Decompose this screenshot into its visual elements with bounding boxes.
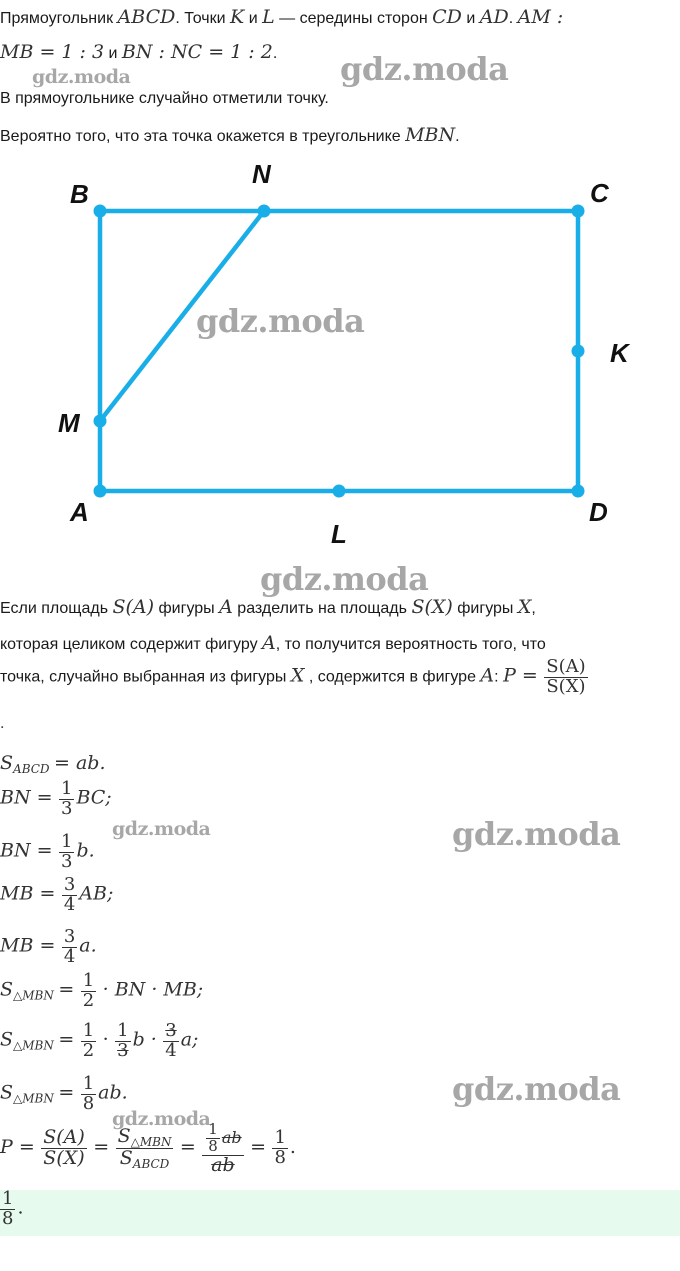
math: ab. xyxy=(98,1081,128,1104)
problem-line-3: В прямоугольнике случайно отметили точку. xyxy=(0,90,329,107)
denominator: 8 xyxy=(208,1136,218,1155)
label-b: B xyxy=(70,179,89,209)
numerator: 3 xyxy=(63,926,76,947)
fraction xyxy=(81,972,96,1011)
math: S xyxy=(119,1147,133,1170)
watermark: gdz.moda xyxy=(112,1108,211,1130)
fraction xyxy=(59,780,74,819)
subscript: △MBN xyxy=(13,1091,54,1106)
math: · xyxy=(102,1028,109,1051)
numerator: S(A) xyxy=(546,656,586,677)
math: = xyxy=(58,978,75,1001)
rectangle-abcd xyxy=(100,211,578,491)
point-n xyxy=(258,205,271,218)
math: AM : xyxy=(517,6,564,28)
text: , содержится в фигуре xyxy=(308,668,476,686)
theory-line-3 xyxy=(0,658,590,697)
watermark: gdz.moda xyxy=(340,50,509,88)
subscript: ABCD xyxy=(132,1157,170,1172)
denominator: 4 xyxy=(63,893,76,915)
denominator: S(X) xyxy=(546,675,586,697)
math: S xyxy=(0,1081,14,1104)
answer-box xyxy=(0,1190,680,1236)
text: и xyxy=(248,10,258,27)
math: BN = xyxy=(0,786,53,809)
fraction xyxy=(206,1122,220,1155)
text: фигуры xyxy=(457,600,514,617)
text: . xyxy=(455,128,460,145)
math: MB = 1 : 3 xyxy=(0,41,105,63)
solution-line-5 xyxy=(0,928,97,967)
label-d: D xyxy=(589,497,608,527)
math: . xyxy=(17,1196,24,1219)
problem-line-4 xyxy=(0,124,460,146)
math: = xyxy=(93,1135,110,1158)
point-b xyxy=(94,205,107,218)
math: · BN · MB; xyxy=(102,978,204,1001)
math: AD xyxy=(479,6,509,28)
theory-line-2 xyxy=(0,632,546,654)
solution-line-1 xyxy=(0,752,106,776)
text: и xyxy=(466,10,476,27)
math: A xyxy=(480,664,495,687)
fraction xyxy=(59,833,74,872)
denominator: 8 xyxy=(82,1092,95,1114)
fraction xyxy=(62,876,77,915)
denominator: 3 xyxy=(61,850,73,872)
math: S(A) xyxy=(112,596,155,618)
math: X xyxy=(517,596,532,618)
fraction xyxy=(163,1022,178,1061)
text: точка, случайно выбранная из фигуры xyxy=(0,668,287,686)
numerator xyxy=(116,1124,174,1150)
math: S xyxy=(0,752,14,774)
rectangle-figure xyxy=(0,150,680,550)
math: A xyxy=(262,632,276,654)
math: CD xyxy=(432,6,462,28)
period: . xyxy=(0,716,5,732)
answer-content xyxy=(0,1190,24,1236)
problem-line-1 xyxy=(0,6,563,28)
math: BN = xyxy=(0,839,53,862)
numerator: 3 xyxy=(165,1020,177,1041)
numerator: 1 xyxy=(274,1127,286,1149)
math: S xyxy=(0,978,14,1001)
watermark: gdz.moda xyxy=(32,66,131,88)
solution-line-2 xyxy=(0,780,112,819)
numerator: 1 xyxy=(117,1020,129,1041)
math: BC; xyxy=(76,786,112,809)
label-l: L xyxy=(331,519,347,549)
watermark: gdz.moda xyxy=(260,560,429,598)
subscript: ABCD xyxy=(13,762,50,776)
watermark: gdz.moda xyxy=(452,1070,621,1108)
answer-fraction xyxy=(0,1190,15,1229)
point-d xyxy=(572,485,585,498)
solution-line-9 xyxy=(0,1122,296,1175)
label-a: A xyxy=(70,497,89,527)
math: S(X) xyxy=(411,596,453,618)
denominator: 4 xyxy=(165,1039,177,1061)
math: BN : NC = 1 : 2 xyxy=(121,41,273,63)
denominator: S(X) xyxy=(43,1147,85,1170)
denominator: 2 xyxy=(82,989,95,1011)
subscript: △MBN xyxy=(13,1038,54,1053)
math: MBN xyxy=(405,124,456,146)
text: Если площадь xyxy=(0,600,109,617)
denominator: 4 xyxy=(63,945,76,967)
math: A xyxy=(219,596,233,618)
text: Прямоугольник xyxy=(0,10,114,27)
fraction xyxy=(81,1075,96,1114)
watermark: gdz.moda xyxy=(452,815,621,853)
numerator: 1 xyxy=(61,831,73,852)
text: , то получится вероятность того, что xyxy=(275,636,546,653)
text: Вероятно того, что эта точка окажется в треугольнике xyxy=(0,128,401,145)
solution-line-6 xyxy=(0,972,203,1011)
text: , xyxy=(531,600,536,617)
math: a; xyxy=(180,1028,199,1051)
math: ab xyxy=(221,1127,242,1147)
subscript: △MBN xyxy=(13,988,54,1003)
denominator xyxy=(118,1149,172,1171)
math: K xyxy=(230,6,245,28)
math: ABCD xyxy=(117,6,176,28)
math: = xyxy=(58,1028,75,1051)
math: MB = xyxy=(0,934,56,957)
denominator: 3 xyxy=(61,797,73,819)
math: = xyxy=(179,1135,196,1158)
theory-line-1 xyxy=(0,596,536,618)
text: фигуры xyxy=(158,600,215,617)
fraction xyxy=(272,1129,287,1168)
numerator: 1 xyxy=(208,1120,218,1138)
text: — середины сторон xyxy=(279,10,428,27)
numerator: 1 xyxy=(82,1073,95,1094)
text: . Точки xyxy=(175,10,226,27)
math: = xyxy=(250,1135,266,1158)
numerator: 1 xyxy=(2,1190,14,1209)
fraction xyxy=(81,1022,96,1061)
denominator: 2 xyxy=(82,1039,95,1061)
fraction xyxy=(116,1124,174,1172)
fraction xyxy=(62,928,77,967)
text: разделить на площадь xyxy=(237,600,407,617)
numerator xyxy=(202,1122,243,1156)
watermark: gdz.moda xyxy=(196,302,365,340)
fraction xyxy=(544,658,587,697)
fraction xyxy=(41,1128,87,1169)
math: a. xyxy=(79,934,97,957)
text: . xyxy=(272,45,278,62)
math: L xyxy=(262,6,275,28)
math: MB = xyxy=(0,882,56,905)
math: X xyxy=(290,664,305,687)
math: S xyxy=(117,1124,131,1147)
label-n: N xyxy=(252,159,271,189)
solution-line-7 xyxy=(0,1022,198,1061)
math: . xyxy=(289,1135,296,1158)
point-k xyxy=(572,345,585,358)
text: . xyxy=(508,10,514,27)
text: которая целиком содержит фигуру xyxy=(0,636,258,653)
math: P = xyxy=(503,664,538,687)
problem-line-2 xyxy=(0,41,277,63)
label-k: K xyxy=(610,338,629,368)
label-c: C xyxy=(590,178,609,208)
math: = ab. xyxy=(54,752,106,774)
point-a xyxy=(94,485,107,498)
solution-line-8 xyxy=(0,1075,128,1114)
point-l xyxy=(333,485,346,498)
subscript: △MBN xyxy=(130,1134,172,1149)
math: = xyxy=(58,1081,75,1104)
denominator: 8 xyxy=(2,1207,14,1229)
math: S xyxy=(0,1028,14,1051)
label-m: M xyxy=(58,408,80,438)
math: b. xyxy=(76,839,95,862)
numerator: 3 xyxy=(63,874,76,895)
math: b · xyxy=(132,1028,157,1051)
point-c xyxy=(572,205,585,218)
fraction xyxy=(115,1022,130,1061)
math: AB; xyxy=(79,882,114,905)
denominator: ab xyxy=(211,1153,235,1176)
watermark: gdz.moda xyxy=(112,818,211,840)
math: P = xyxy=(0,1135,35,1158)
fraction xyxy=(202,1122,243,1175)
text: : xyxy=(494,668,499,686)
denominator: 8 xyxy=(274,1147,286,1169)
point-m xyxy=(94,415,107,428)
solution-line-4 xyxy=(0,876,113,915)
text: и xyxy=(108,45,118,62)
solution-line-3 xyxy=(0,833,95,872)
numerator: 1 xyxy=(82,1020,95,1041)
denominator: 3 xyxy=(117,1039,129,1061)
numerator: S(A) xyxy=(43,1126,85,1149)
numerator: 1 xyxy=(61,778,73,799)
numerator: 1 xyxy=(82,970,95,991)
